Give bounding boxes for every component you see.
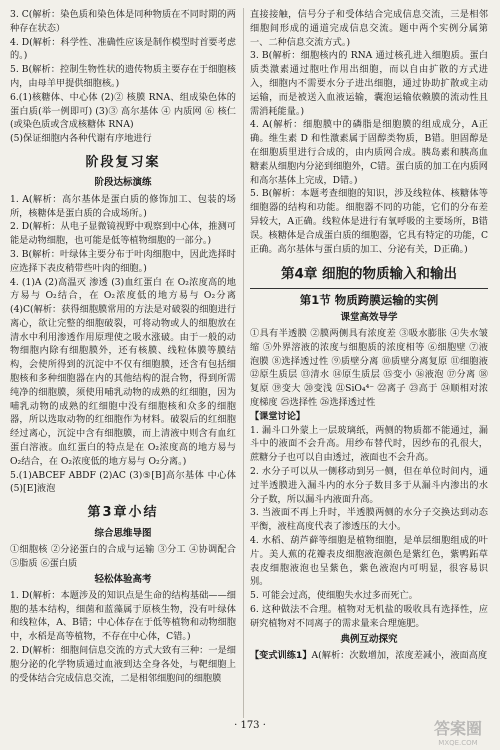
discussion-item: 1. 漏斗口外蒙上一层玻璃纸，两侧的物质都不能通过，漏斗中的液面不会升高。用纱布替代时，因纱布的孔很大，蔗糖分子也可以自由透过，液面也不会升高。 [250, 424, 488, 464]
answer-item: 4. D(解析：科学性、准确性应该是制作模型时首要考虑的。) [10, 36, 236, 62]
answer-item: 6.(1)核糖体、中心体 (2)② 核膜 RNA、组成染色体的蛋白质(举一例即可) (3)③ 高尔基体 ④ 内质网 ⑥ 核仁(或染色质或含成核糖体 RNA) [10, 91, 236, 131]
chapter-title: 第4章 细胞的物质输入和输出 [280, 266, 458, 283]
answer-item: 1. A(解析：高尔基体是蛋白质的修饰加工、包装的场所，核糖体是蛋白质的合成场所。) [10, 193, 236, 219]
svg-text:答案圈: 答案圈 [433, 719, 483, 738]
variant-tag: 【变式训练1】 [250, 649, 312, 661]
svg-text:MXQE.COM: MXQE.COM [438, 739, 478, 747]
answer-item: 3. B(解析：叶绿体主要分布于叶肉细胞中，因此选择时应选择下表皮稍带些叶肉的细胞。) [10, 248, 236, 274]
guide-answers: ①具有半透膜 ②膜两侧具有浓度差 ③吸水膨胀 ④失水皱缩 ⑤外界溶液的浓度与细胞质的浓度相等 ⑥细胞壁 ⑦液泡膜 ⑧选择透过性 ⑨质壁分离 ⑩质壁分离复原 ⑪细胞液 ⑫原生质层 ⑬清水 ⑭原生质层 ⑮变小 ⑯液泡 ⑰分离 ⑱复原 ⑲变大 ⑳变浅 ㉑SiO₄⁴⁻ ㉒离子 ㉓高于 ㉔顺相对浓度梯度 ㉕选择性 ㉖选择透过性 [250, 328, 488, 409]
section-title: 第1节 物质跨膜运输的实例 [299, 292, 439, 307]
answer-item: 直接接触，信号分子和受体结合完成信息交流，三是相邻细胞间形成的通道完成信息交流。题中两个实例分属第一、二种信息交流方式。) [250, 9, 488, 48]
answer-item: 5. B(解析：控制生物性状的遗传物质主要存在于细胞核内，由母羊甲提供细胞核。) [10, 64, 236, 89]
variant-text: A(解析：次数增加，浓度差减小，液面高度 [311, 649, 488, 661]
discussion-item: 6. 这种做法不合理。植物对无机盐的吸收具有选择性，应研究植物对不同离子的需求量来合理施肥。 [250, 604, 488, 629]
answer-item: 2. D(解析：细胞间信息交流的方式大致有三种：一是细胞分泌的化学物质通过血液到达全身各处，与靶细胞上的受体结合完成信息交流，二是相邻细胞间的细胞膜 [10, 645, 236, 684]
mind-map-answers: ①细胞核 ②分泌蛋白的合成与运输 ③分工 ④协调配合 ⑤脂质 ⑥蛋白质 [10, 544, 236, 569]
discussion-item: 4. 水稻、葫芦藓等细胞是植物细胞，是单层细胞组成的叶片。美人蕉的花瓣表皮细胞液泡颜色是紫红色，紫鸭跖草表皮细胞液泡也呈紫色，紫色液泡内可明显，很容易识别。 [250, 535, 488, 588]
watermark-logo [418, 716, 498, 748]
answer-item: 5. B(解析：本题考查细胞的知识，涉及线粒体、核糖体等细胞器的结构和功能。细胞器不同的功能，它们的分布差异较大，A正确。线粒体是进行有氧呼吸的主要场所，B错误。核糖体是合成蛋白质的细胞器，它具有特定的功能，C正确。高尔基体与蛋白质的加工、分泌有关，D正确。) [250, 188, 488, 255]
answer-item: (5)保证细胞内各种代谢有序地进行 [10, 133, 152, 145]
answer-item: 3. B(解析：细胞核内的 RNA 通过核孔进入细胞质。蛋白质类激素通过胞吐作用出细胞，而以自由扩散的方式进入，细胞内不需要水分子进出细胞，通过协助扩散或主动运输，而是被送入血液运输，囊泡运输依赖膜的流动性且需消耗能量。) [250, 50, 488, 117]
right-column [250, 8, 488, 663]
discussion-item: 3. 当液面不再上升时，半透膜两侧的水分子交换达到动态平衡，液柱高度代表了渗透压的大小。 [250, 507, 488, 533]
answer-item: 4. (1)A (2)高温灭 渗透 (3)血红蛋白 在 O₂浓度高的地方易与 O₂结合，在 O₂浓度低的地方易与 O₂分离 (4)C(解析：获得细胞膜常用的方法是对破裂的细胞进行离心，欲让完整的细胞破裂，可将动物或人的细胞放在清水中利用渗透作用原理使之吸水涨破。由于一般的动物细胞内除有细胞膜外，还有核膜、线粒体膜等膜结构，会使所得到的沉淀中不仅有细胞膜，还含有包括细胞核和多种细胞器在内的其他结构的混合物，得到所需纯净的细胞膜，须使用哺乳动物的成熟的红细胞，因为哺乳动物的成熟的红细胞中没有细胞核和众多的细胞器，所以选取动物的红细胞作为材料。破裂后的红细胞经过离心，沉淀中含有细胞膜，而上清液中则含有血红蛋白溶液。血红蛋白的特点是在 O₂浓度高的地方易与 O₂结合，在 O₂浓度低的地方易与 O₂分离。) [10, 276, 236, 467]
mind-map-subtitle: 综合思维导图 [94, 527, 152, 539]
page-number: · 173 · [234, 720, 266, 731]
answer-item: 2. D(解析：从电子显微镜视野中观察到中心体，推测可能是动物细胞，也可能是低等植物细胞的一部分。) [10, 221, 236, 247]
answer-item: 5.(1)ABCEF ABDF (2)AC (3)⑤[B]高尔基体 中心体 (5)[E]液泡 [10, 469, 236, 495]
column-divider [243, 8, 244, 718]
discussion-tag: 【课堂讨论】 [250, 410, 306, 422]
variant-training [250, 649, 488, 663]
chapter-rule [250, 288, 488, 289]
stage-review-title: 阶段复习案 [85, 154, 161, 170]
exam-subtitle: 轻松体验高考 [94, 573, 152, 585]
answer-item: 3. C(解析：染色质和染色体是同种物质在不同时期的两种存在状态） [10, 9, 236, 34]
left-column [10, 8, 236, 685]
chapter-summary-title: 第3章小结 [87, 505, 159, 521]
discussion-item: 2. 水分子可以从一侧移动到另一侧，但在单位时间内，通过半透膜进入漏斗内的水分子数目多于从漏斗内渗出的水分子数，所以漏斗内液面升高。 [250, 466, 488, 505]
stage-drill-subtitle: 阶段达标演练 [94, 177, 152, 189]
answer-item: 1. D(解析：本题涉及的知识点是生命的结构基础——细胞的基本结构，细菌和蓝藻属于原核生物，没有叶绿体和线粒体，A、B错；中心体存在于低等植物和动物细胞中，水稻是高等植物，不存在中心体，C错。) [10, 589, 236, 643]
guide-subtitle: 课堂高效导学 [340, 311, 398, 323]
example-subtitle: 典例互动探究 [340, 633, 398, 645]
answer-item: 4. A(解析：细胞膜中的磷脂是细胞膜的组成成分，A正确。维生素 D 和性激素属于固醇类物质，B错。胆固醇是在细胞质里进行合成的，由内质网合成。胰岛素和胰高血糖素从细胞内分泌到细胞外，C错。蛋白质的加工在内质网和高尔基体上完成，D错。) [250, 119, 488, 186]
discussion-item: 5. 可能会过高，使细胞失水过多而死亡。 [250, 590, 418, 602]
